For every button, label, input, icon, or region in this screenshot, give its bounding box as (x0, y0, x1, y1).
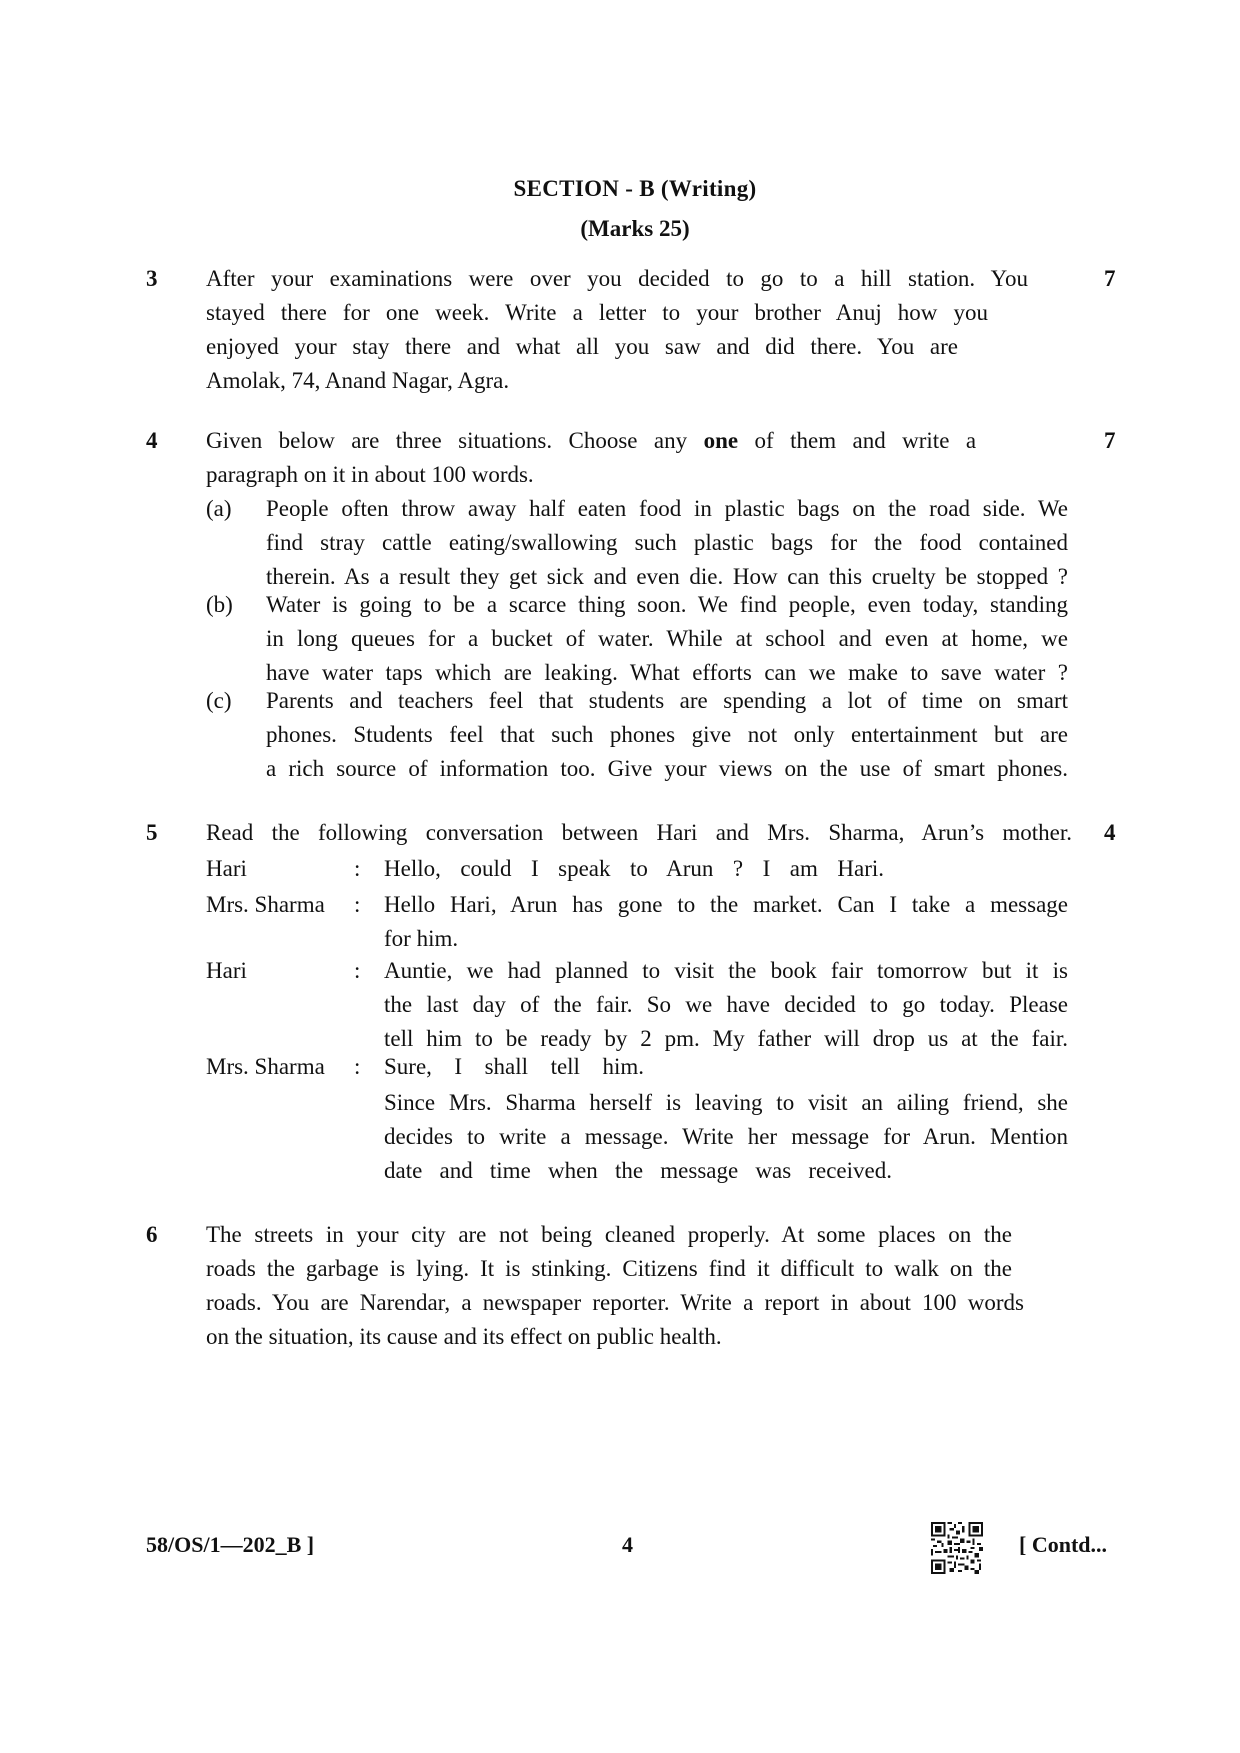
speaker-colon: : (354, 1054, 361, 1079)
question-text (206, 816, 1072, 850)
dialogue-text (384, 888, 1068, 956)
option-text (266, 684, 1068, 786)
speaker-colon: : (354, 892, 361, 917)
option-text (266, 588, 1068, 690)
text-line: phones. Students feel that such phones give not only entertainment but are (266, 722, 1068, 747)
dialogue-text (384, 852, 884, 886)
dialogue-text (384, 1050, 644, 1084)
speaker-name: Hari (206, 958, 247, 983)
section-title: SECTION - B (Writing) (513, 176, 757, 201)
text-line: Sure, I shall tell him. (384, 1054, 644, 1079)
option-label: (a) (206, 496, 232, 521)
text-line: stayed there for one week. Write a letter to your brother Anuj how you (206, 300, 988, 325)
text-line: Hello Hari, Arun has gone to the market. Can I take a message (384, 892, 1068, 917)
text-line: Parents and teachers feel that students are spending a lot of time on smart (266, 688, 1068, 713)
speaker-name: Mrs. Sharma (206, 1054, 325, 1079)
text-line: paragraph on it in about 100 words. (206, 462, 534, 487)
question-marks: 7 (1104, 266, 1116, 291)
continued-label: [ Contd... (1019, 1532, 1108, 1557)
text-line: After your examinations were over you decided to go to a hill station. You (206, 266, 1028, 291)
question-text (206, 1218, 1024, 1354)
text-line: in long queues for a bucket of water. While at school and even at home, we (266, 626, 1068, 651)
question-text (206, 424, 976, 492)
qr-code-icon (931, 1522, 983, 1574)
speaker-name: Hari (206, 856, 247, 881)
text-line: tell him to be ready by 2 pm. My father will drop us at the fair. (384, 1026, 1068, 1051)
text-line: therein. As a result they get sick and even die. How can this cruelty be stopped ? (266, 564, 1068, 589)
text-line: find stray cattle eating/swallowing such plastic bags for the food contained (266, 530, 1068, 555)
option-label: (c) (206, 688, 232, 713)
text-line: a rich source of information too. Give your views on the use of smart phones. (266, 756, 1068, 781)
option-text (266, 492, 1068, 594)
text-line: date and time when the message was received. (384, 1158, 892, 1183)
task-text (384, 1086, 1068, 1188)
question-text (206, 262, 1028, 398)
emphasis-word: one (703, 428, 739, 453)
text-line: have water taps which are leaking. What efforts can we make to save water ? (266, 660, 1068, 685)
question-marks: 7 (1104, 428, 1116, 453)
question-number: 3 (146, 266, 158, 291)
section-marks: (Marks 25) (580, 216, 690, 241)
text-line: on the situation, its cause and its effect on public health. (206, 1324, 722, 1349)
text-line: for him. (384, 926, 459, 951)
question-marks: 4 (1104, 820, 1116, 845)
text-line: Hello, could I speak to Arun ? I am Hari. (384, 856, 884, 881)
text-line: People often throw away half eaten food in plastic bags on the road side. We (266, 496, 1068, 521)
option-label: (b) (206, 592, 233, 617)
text-line: Amolak, 74, Anand Nagar, Agra. (206, 368, 510, 393)
dialogue-text (384, 954, 1068, 1056)
speaker-colon: : (354, 856, 361, 881)
text-line: roads. You are Narendar, a newspaper reporter. Write a report in about 100 words (206, 1290, 1024, 1315)
text-line: decides to write a message. Write her message for Arun. Mention (384, 1124, 1068, 1149)
text-line: Given below are three situations. Choose any one of them and write a (206, 428, 977, 453)
text-line: Auntie, we had planned to visit the book fair tomorrow but it is (384, 958, 1068, 983)
page-number: 4 (622, 1532, 633, 1557)
text-line: The streets in your city are not being cleaned properly. At some places on the (206, 1222, 1012, 1247)
question-number: 6 (146, 1222, 158, 1247)
paper-code: 58/OS/1—202_B ] (146, 1532, 315, 1557)
text-line: Since Mrs. Sharma herself is leaving to visit an ailing friend, she (384, 1090, 1068, 1115)
question-number: 4 (146, 428, 158, 453)
text-line: the last day of the fair. So we have decided to go today. Please (384, 992, 1068, 1017)
speaker-colon: : (354, 958, 361, 983)
text-line: enjoyed your stay there and what all you saw and did there. You are (206, 334, 958, 359)
question-number: 5 (146, 820, 158, 845)
text-line: Read the following conversation between Hari and Mrs. Sharma, Arun’s mother. (206, 820, 1072, 845)
text-line: roads the garbage is lying. It is stinking. Citizens find it difficult to walk on the (206, 1256, 1012, 1281)
text-line: Water is going to be a scarce thing soon. We find people, even today, standing (266, 592, 1068, 617)
speaker-name: Mrs. Sharma (206, 892, 325, 917)
